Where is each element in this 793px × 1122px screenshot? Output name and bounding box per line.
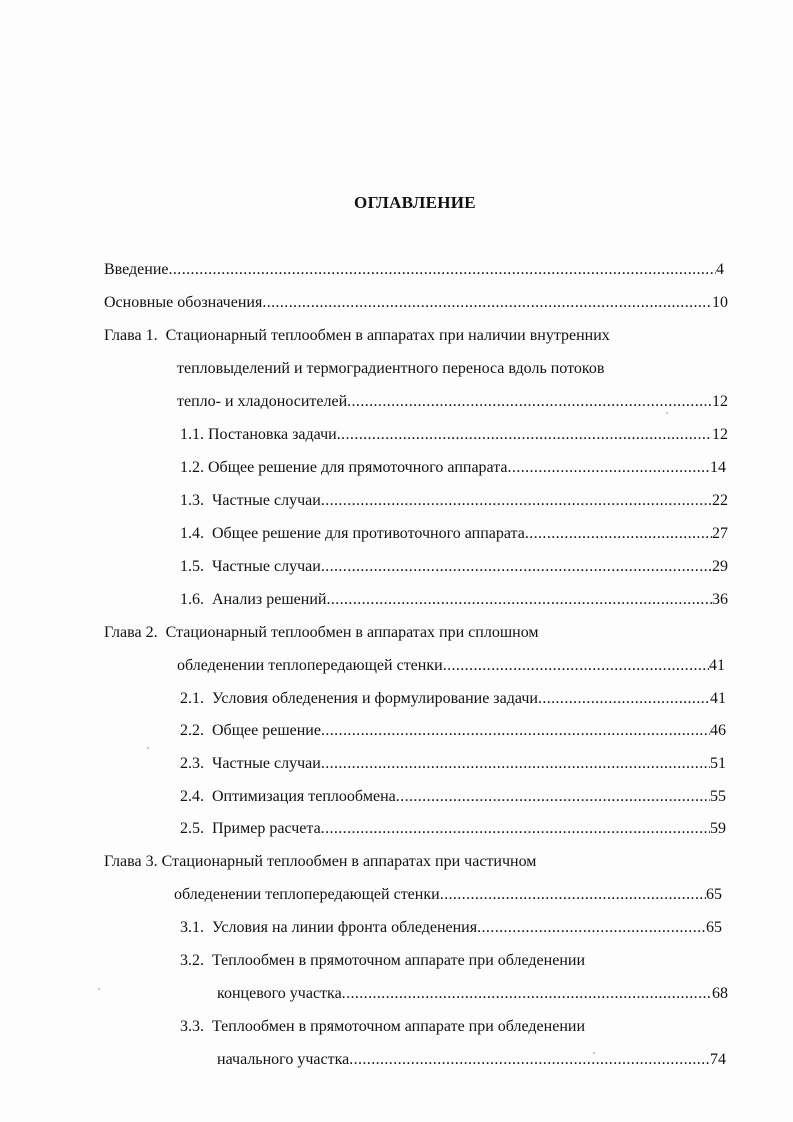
section-number: 2.5.	[180, 820, 204, 837]
toc-section-2-5[interactable]	[180, 818, 726, 840]
toc-page-number: 65	[706, 886, 722, 903]
toc-page-number: 74	[710, 1051, 726, 1068]
chapter-title-continued: тепловыделений и термоградиентного переноса вдоль потоков	[177, 360, 605, 377]
section-number: 2.2.	[180, 722, 204, 739]
section-number: 1.4.	[180, 525, 204, 542]
toc-chapter-2-line-1[interactable]	[104, 622, 724, 644]
toc-section-3-2-line-1[interactable]	[180, 950, 726, 972]
chapter-label: Глава 2.	[104, 624, 158, 641]
toc-entry-label: Введение	[104, 261, 169, 278]
toc-section-3-3-line-1[interactable]	[180, 1016, 726, 1038]
dot-leader	[169, 259, 717, 281]
section-number: 2.4.	[180, 788, 204, 805]
toc-section-3-3-line-2[interactable]	[217, 1049, 726, 1071]
dot-leader	[477, 917, 706, 939]
dot-leader	[321, 556, 712, 578]
toc-chapter-2-line-2[interactable]	[177, 655, 725, 677]
toc-chapter-1-line-3[interactable]	[177, 391, 728, 413]
chapter-title-continued: обледенении теплопередающей стенки	[174, 886, 440, 903]
section-title: Теплообмен в прямоточном аппарате при обледенении	[212, 952, 586, 969]
section-number: 1.5.	[180, 558, 204, 575]
toc-page-number: 4	[716, 261, 724, 278]
chapter-label: Глава 3.	[104, 853, 158, 870]
page-title: ОГЛАВЛЕНИЕ	[354, 193, 476, 212]
section-number: 3.2.	[180, 952, 204, 969]
toc-page-number: 12	[712, 426, 728, 443]
toc-section-1-4[interactable]	[180, 523, 728, 545]
toc-page-number: 41	[709, 657, 725, 674]
dot-leader	[443, 655, 709, 677]
chapter-title: Стационарный теплообмен в аппаратах при частичном	[161, 853, 537, 870]
toc-page-number: 14	[710, 459, 726, 476]
section-title: Условия обледенения и формулирование задачи	[212, 690, 538, 707]
chapter-label: Глава 1.	[104, 327, 158, 344]
section-title: Общее решение для прямоточного аппарата	[208, 459, 508, 476]
chapter-title: Стационарный теплообмен в аппаратах при наличии внутренних	[165, 327, 610, 344]
section-title-continued: начального участка	[217, 1051, 350, 1068]
section-title: Анализ решений	[212, 591, 327, 608]
toc-section-1-1[interactable]	[180, 424, 728, 446]
dot-leader	[440, 884, 706, 906]
dot-leader	[508, 457, 710, 479]
toc-page-number: 36	[712, 591, 728, 608]
dot-leader	[349, 1049, 710, 1071]
section-title: Постановка задачи	[208, 426, 337, 443]
dot-leader	[326, 589, 712, 611]
toc-section-2-4[interactable]	[180, 786, 726, 808]
section-title: Общее решение	[212, 722, 321, 739]
dot-leader	[538, 688, 710, 710]
toc-page-number: 65	[706, 919, 722, 936]
dot-leader	[337, 424, 712, 446]
dot-leader	[262, 292, 712, 314]
chapter-title-continued: тепло- и хладоносителей	[177, 393, 348, 410]
toc-section-3-2-line-2[interactable]	[217, 983, 728, 1005]
toc-page-number: 55	[710, 788, 726, 805]
toc-chapter-1-line-2	[177, 358, 727, 380]
chapter-title-continued: обледенении теплопередающей стенки	[177, 657, 443, 674]
toc-page-number: 29	[712, 558, 728, 575]
toc-section-2-2[interactable]	[180, 720, 726, 742]
section-number: 1.1.	[180, 426, 204, 443]
toc-section-3-1[interactable]	[180, 917, 722, 939]
section-number: 1.2.	[180, 459, 204, 476]
toc-section-1-3[interactable]	[180, 490, 728, 512]
scan-speck	[593, 1052, 595, 1054]
dot-leader	[396, 786, 710, 808]
section-number: 3.1.	[180, 919, 204, 936]
scan-speck	[98, 988, 100, 990]
dot-leader	[321, 490, 712, 512]
toc-page-number: 41	[710, 690, 726, 707]
dot-leader	[321, 753, 710, 775]
section-number: 1.6.	[180, 591, 204, 608]
section-title: Частные случаи	[212, 755, 321, 772]
toc-entry-label: Основные обозначения	[104, 294, 263, 311]
dot-leader	[347, 391, 712, 413]
section-title: Частные случаи	[212, 492, 321, 509]
section-title: Частные случаи	[212, 558, 321, 575]
toc-page-number: 46	[710, 722, 726, 739]
toc-page-number: 10	[712, 294, 728, 311]
toc-section-2-1[interactable]	[180, 688, 726, 710]
scan-speck	[147, 747, 149, 749]
chapter-title: Стационарный теплообмен в аппаратах при сплошном	[165, 624, 539, 641]
toc-chapter-1-line-1[interactable]	[104, 325, 724, 347]
dot-leader	[321, 720, 710, 742]
toc-page-number: 68	[712, 985, 728, 1002]
section-number: 2.3.	[180, 755, 204, 772]
toc-page-number: 22	[712, 492, 728, 509]
toc-page-number: 51	[710, 755, 726, 772]
toc-section-1-6[interactable]	[180, 589, 728, 611]
dot-leader	[525, 523, 712, 545]
section-number: 2.1.	[180, 690, 204, 707]
toc-page-number: 27	[712, 525, 728, 542]
toc-entry-notation[interactable]	[104, 292, 728, 314]
toc-section-2-3[interactable]	[180, 753, 726, 775]
section-title-continued: концевого участка	[217, 985, 342, 1002]
toc-chapter-3-line-2[interactable]	[174, 884, 722, 906]
dot-leader	[342, 983, 712, 1005]
scan-speck	[666, 412, 668, 414]
section-number: 1.3.	[180, 492, 204, 509]
toc-entry-introduction[interactable]	[104, 259, 724, 281]
toc-page-number: 59	[710, 820, 726, 837]
section-title: Пример расчета	[212, 820, 321, 837]
section-title: Теплообмен в прямоточном аппарате при обледенении	[212, 1018, 586, 1035]
section-title: Условия на линии фронта обледенения	[212, 919, 478, 936]
section-number: 3.3.	[180, 1018, 204, 1035]
toc-section-1-5[interactable]	[180, 556, 728, 578]
toc-section-1-2[interactable]	[180, 457, 726, 479]
toc-chapter-3-line-1[interactable]	[104, 851, 724, 873]
toc-page-number: 12	[712, 393, 728, 410]
section-title: Оптимизация теплообмена	[212, 788, 396, 805]
dot-leader	[321, 818, 710, 840]
section-title: Общее решение для противоточного аппарата	[212, 525, 525, 542]
